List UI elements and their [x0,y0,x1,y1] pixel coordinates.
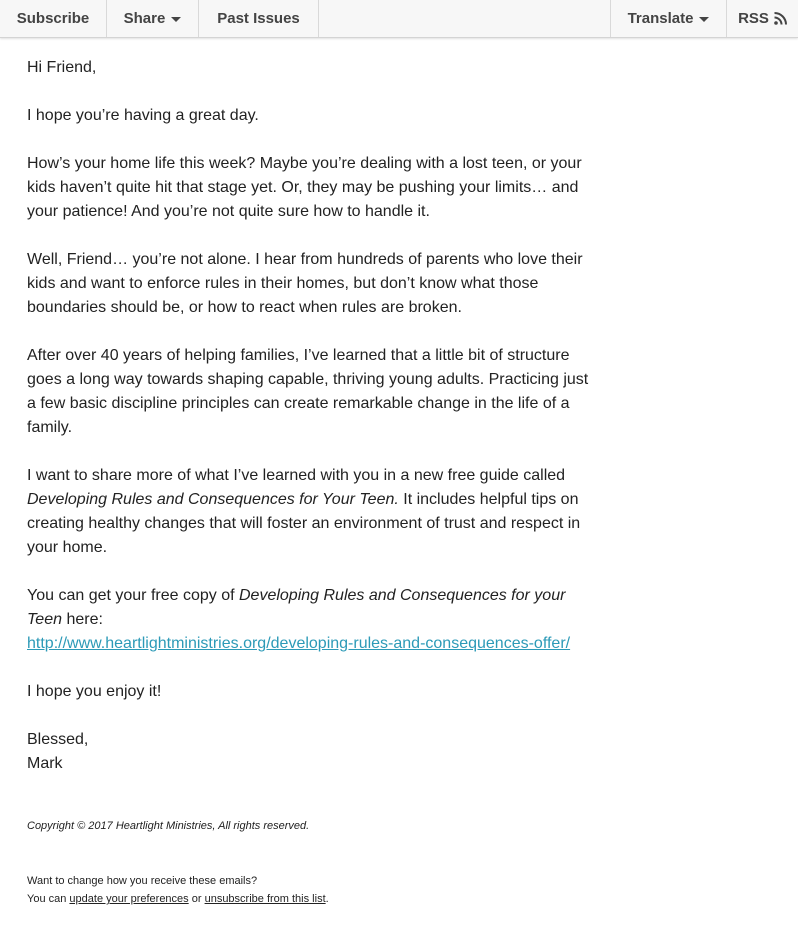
share-label: Share [123,10,166,27]
subscribe-button[interactable] [0,0,107,37]
paragraph-free-copy [27,584,597,656]
period-text: . [325,893,329,905]
subscribe-label: Subscribe [16,10,90,27]
free-copy-text-end: here: [62,611,103,628]
paragraph-experience: After over 40 years of helping families, I’ve learned that a little bit of structure goes a long way towards shaping capable, thriving young adults. Practicing just a few basic discipline principles can create remarkable change in the life of a family. [27,347,589,436]
or-text: or [188,893,205,905]
past-issues-label: Past Issues [217,10,300,27]
update-preferences-link[interactable]: update your preferences [69,893,189,905]
paragraph-intro: I hope you’re having a great day. [27,107,259,124]
caret-down-icon [171,17,181,22]
you-can-text: You can [27,893,70,905]
rss-icon [774,12,787,25]
translate-label: Translate [627,10,694,27]
signature-name: Mark [27,755,63,772]
free-copy-title: Developing Rules and Consequences for your Teen [27,587,566,628]
paragraph-not-alone: Well, Friend… you’re not alone. I hear from hundreds of parents who love their kids and want to enforce rules in their homes, but don’t know what those boundaries should be, or how to react when rules are broken. [27,251,583,316]
signoff: Blessed, [27,731,89,748]
guide-text-start: I want to share more of what I’ve learned with you in a new free guide called [27,467,566,484]
offer-link[interactable]: http://www.heartlightministries.org/developing-rules-and-consequences-offer/ [27,635,571,652]
free-copy-text-start: You can get your free copy of [27,587,239,604]
paragraph-home-life: How’s your home life this week? Maybe you’re dealing with a lost teen, or your kids haven’t quite hit that stage yet. Or, they may be pushing your limits… and your patience! And you’re not quite sure how to handle it. [27,155,582,220]
paragraph-enjoy: I hope you enjoy it! [27,683,162,700]
unsubscribe-link[interactable]: unsubscribe from this list [204,893,326,905]
caret-down-icon [699,17,709,22]
change-question: Want to change how you receive these emails? [27,875,258,887]
guide-text-end: It includes helpful tips on creating healthy changes that will foster an environment of trust and respect in your home. [27,491,581,556]
preferences-line [27,890,627,908]
guide-title: Developing Rules and Consequences for Your Teen. [27,491,399,508]
rss-button[interactable] [726,0,798,37]
email-body [27,56,597,800]
copyright-text: Copyright © 2017 Heartlight Ministries, All rights reserved. [27,820,310,832]
rss-label: RSS [738,10,769,27]
top-nav-bar [0,0,798,38]
preferences-block [27,872,627,908]
signature-block [27,728,597,776]
share-button[interactable] [107,0,199,37]
greeting: Hi Friend, [27,59,97,76]
paragraph-guide [27,464,597,560]
translate-button[interactable] [610,0,726,37]
past-issues-button[interactable] [199,0,319,37]
